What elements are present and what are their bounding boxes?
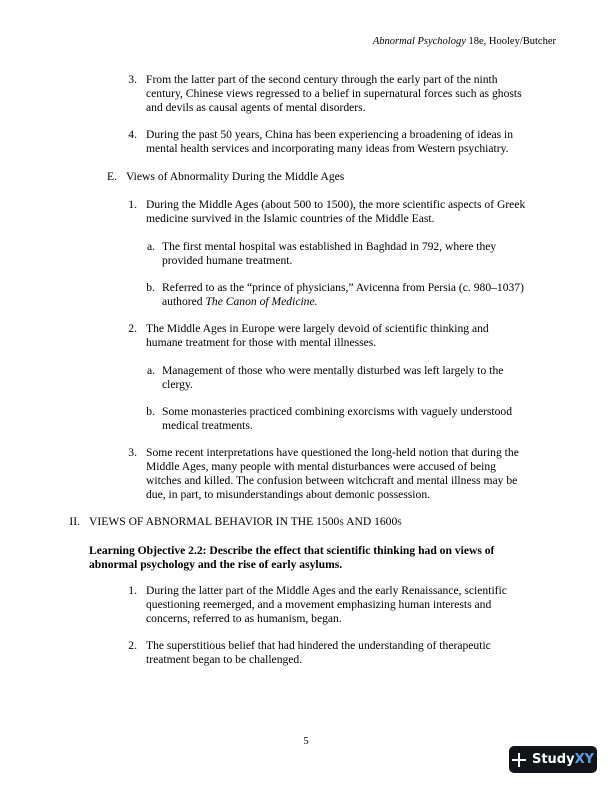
text-line: century, Chinese views regressed to a belief in supernatural forces such as ghosts [146, 87, 522, 100]
item-label: 3. [128, 73, 137, 86]
list-item [162, 240, 562, 268]
item-label: a. [146, 364, 155, 377]
text-line: During the past 50 years, China has been experiencing a broadening of ideas in [146, 128, 514, 141]
list-item [162, 405, 562, 433]
list-item [146, 639, 566, 667]
text-line: From the latter part of the second century through the early part of the ninth [146, 73, 498, 86]
text-span: authored [162, 295, 206, 308]
text-line: mental health services and incorporating many ideas from Western psychiatry. [146, 142, 509, 155]
section-label: E. [107, 170, 117, 183]
list-item [146, 73, 566, 115]
brand-main: Study [531, 751, 575, 767]
brand-accent: XY [574, 751, 595, 767]
text-line: due, in part, to misunderstandings about demonic possession. [146, 488, 431, 501]
text-line: Referred to as the “prince of physicians,” Avicenna from Persia (c. 980–1037) [162, 281, 524, 294]
text-line: abnormal psychology and the rise of early asylums. [89, 558, 343, 571]
heading-text: s [397, 515, 402, 528]
book-reference: The Canon of Medicine. [205, 295, 318, 308]
text-line: The superstitious belief that had hindered the understanding of therapeutic [146, 639, 491, 652]
item-label: a. [146, 240, 155, 253]
text-line: clergy. [162, 378, 193, 391]
item-label: 3. [128, 446, 137, 459]
list-item [146, 128, 566, 156]
text-line: medical treatments. [162, 419, 253, 432]
page-number: 5 [303, 736, 309, 747]
text-line: Middle Ages, many people with mental disturbances were accused of being [146, 460, 496, 473]
list-item [146, 446, 566, 502]
text-line: The Middle Ages in Europe were largely devoid of scientific thinking and [146, 322, 489, 335]
text-line: questioning reemerged, and a movement emphasizing human interests and [146, 598, 492, 611]
text-line: Views of Abnormality During the Middle Ages [126, 170, 345, 183]
list-item [146, 322, 566, 350]
item-label: 4. [128, 128, 137, 141]
item-label: 2. [128, 322, 137, 335]
item-label: 2. [128, 639, 137, 652]
item-label: b. [146, 405, 155, 418]
section-heading [89, 515, 569, 529]
learning-objective [89, 544, 569, 572]
text-line: Some recent interpretations have questioned the long-held notion that during the [146, 446, 519, 459]
item-label: 1. [128, 584, 137, 597]
text-line: Learning Objective 2.2: Describe the effect that scientific thinking had on views of [89, 544, 495, 557]
list-item [146, 198, 566, 226]
text-line: medicine survived in the Islamic countries of the Middle East. [146, 212, 435, 225]
book-title: Abnormal Psychology [372, 36, 466, 47]
brand-text [532, 753, 594, 767]
text-line: During the latter part of the Middle Ages and the early Renaissance, scientific [146, 584, 507, 597]
heading-text: s [339, 515, 344, 528]
text-line: treatment began to be challenged. [146, 653, 303, 666]
section-number: II. [69, 515, 80, 528]
text-line: witches and killed. The confusion between witchcraft and mental illness may be [146, 474, 518, 487]
text-line: Some monasteries practiced combining exorcisms with vaguely understood [162, 405, 512, 418]
item-label: 1. [128, 198, 137, 211]
studyxy-badge[interactable] [509, 746, 597, 773]
text-line: and devils as causal agents of mental disorders. [146, 101, 366, 114]
text-line: humane treatment for those with mental illnesses. [146, 336, 377, 349]
text-line: During the Middle Ages (about 500 to 1500), the more scientific aspects of Greek [146, 198, 526, 211]
list-item [162, 364, 562, 392]
heading-text: VIEWS OF ABNORMAL BEHAVIOR IN THE 1500 [89, 515, 340, 528]
text-line: concerns, referred to as humanism, began. [146, 612, 342, 625]
item-label: b. [146, 281, 155, 294]
text-line: Management of those who were mentally disturbed was left largely to the [162, 364, 504, 377]
list-item [146, 584, 566, 626]
subsection-heading [126, 170, 566, 184]
edition-authors: 18e, Hooley/Butcher [468, 36, 556, 47]
heading-text: AND 1600 [343, 515, 398, 528]
text-line: provided humane treatment. [162, 254, 293, 267]
list-item [162, 281, 572, 309]
text-line: The first mental hospital was established in Baghdad in 792, where they [162, 240, 497, 253]
plus-icon [512, 753, 526, 767]
text-line [162, 295, 572, 309]
running-header [373, 36, 556, 48]
